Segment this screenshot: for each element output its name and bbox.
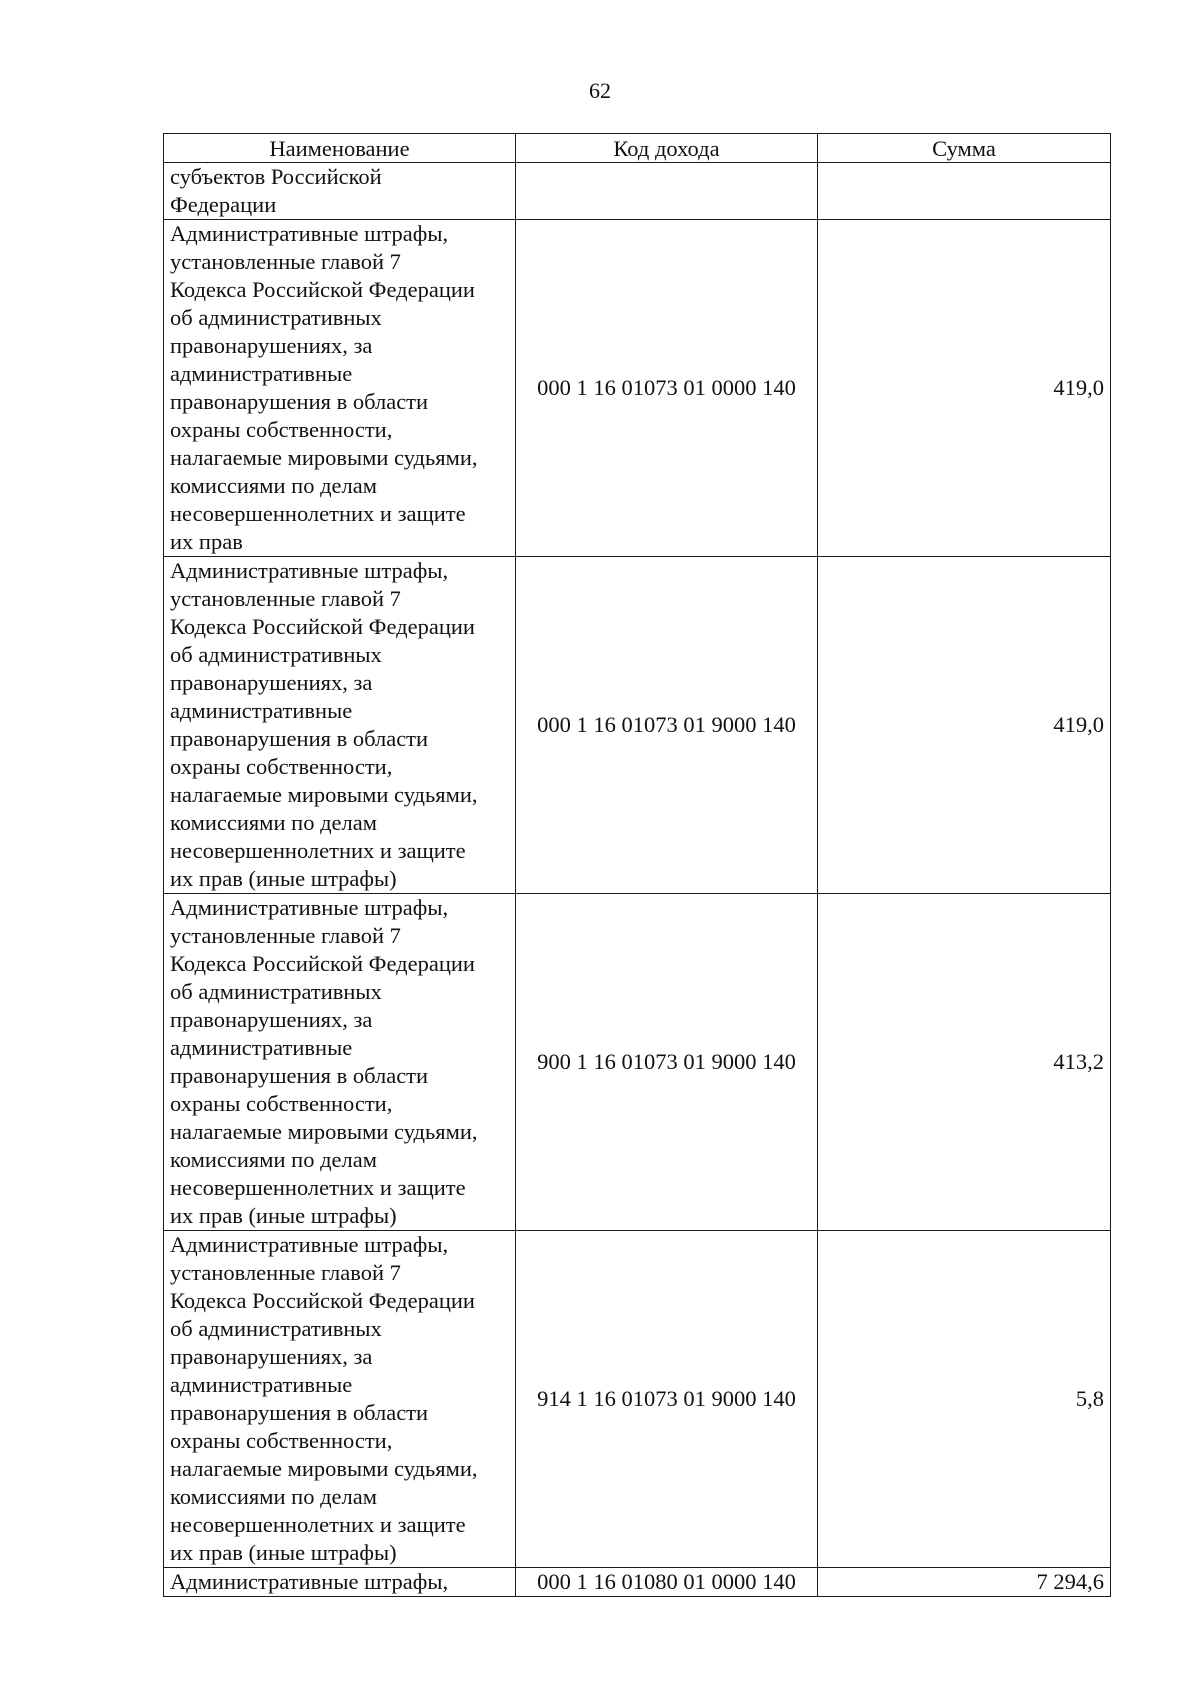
table-row [164, 1568, 1111, 1597]
cell-revenue-code: 000 1 16 01073 01 0000 140 [516, 220, 818, 557]
cell-amount [818, 163, 1111, 220]
cell-amount: 5,8 [818, 1231, 1111, 1568]
column-header-sum: Сумма [818, 134, 1111, 163]
table-body [164, 163, 1111, 1597]
column-header-name: Наименование [164, 134, 516, 163]
header-row [164, 134, 1111, 163]
cell-amount: 413,2 [818, 894, 1111, 1231]
table-row [164, 894, 1111, 1231]
cell-amount: 419,0 [818, 220, 1111, 557]
column-header-code: Код дохода [516, 134, 818, 163]
cell-name: Административные штрафы, установленные главой 7 Кодекса Российской Федерации об административных правонарушениях, за административные правонарушения в области охраны собственности, налагаемые мировыми судьями, комиссиями по делам несовершеннолетних и защите их прав (иные штрафы) [164, 1231, 516, 1568]
cell-revenue-code [516, 163, 818, 220]
table-row [164, 1231, 1111, 1568]
cell-revenue-code: 000 1 16 01080 01 0000 140 [516, 1568, 818, 1597]
table-row [164, 220, 1111, 557]
cell-revenue-code: 900 1 16 01073 01 9000 140 [516, 894, 818, 1231]
cell-amount: 7 294,6 [818, 1568, 1111, 1597]
revenue-table [163, 133, 1111, 1597]
cell-name: Административные штрафы, [164, 1568, 516, 1597]
cell-amount: 419,0 [818, 557, 1111, 894]
table-header [164, 134, 1111, 163]
table-row [164, 163, 1111, 220]
cell-name: Административные штрафы, установленные главой 7 Кодекса Российской Федерации об административных правонарушениях, за административные правонарушения в области охраны собственности, налагаемые мировыми судьями, комиссиями по делам несовершеннолетних и защите их прав [164, 220, 516, 557]
cell-name: субъектов Российской Федерации [164, 163, 516, 220]
cell-name: Административные штрафы, установленные главой 7 Кодекса Российской Федерации об административных правонарушениях, за административные правонарушения в области охраны собственности, налагаемые мировыми судьями, комиссиями по делам несовершеннолетних и защите их прав (иные штрафы) [164, 894, 516, 1231]
cell-name: Административные штрафы, установленные главой 7 Кодекса Российской Федерации об административных правонарушениях, за административные правонарушения в области охраны собственности, налагаемые мировыми судьями, комиссиями по делам несовершеннолетних и защите их прав (иные штрафы) [164, 557, 516, 894]
cell-revenue-code: 914 1 16 01073 01 9000 140 [516, 1231, 818, 1568]
table-row [164, 557, 1111, 894]
page-number: 62 [589, 78, 611, 103]
cell-revenue-code: 000 1 16 01073 01 9000 140 [516, 557, 818, 894]
